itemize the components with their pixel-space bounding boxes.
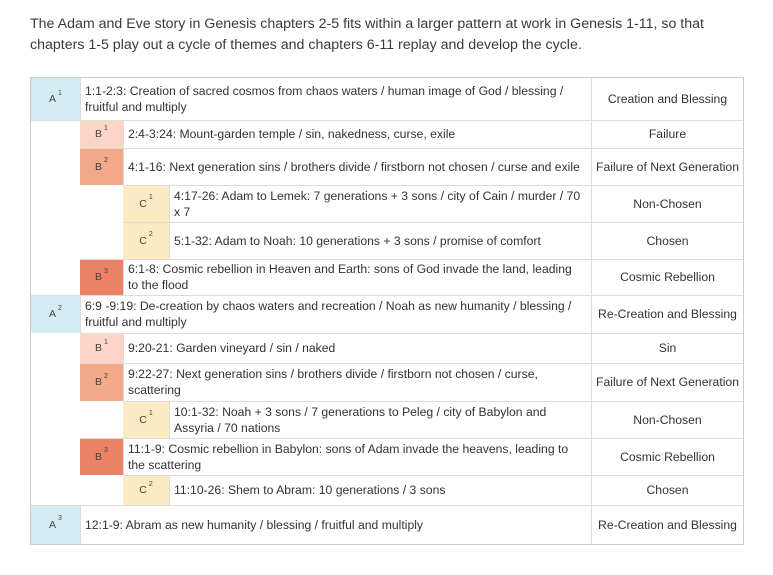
- row-divider: [80, 259, 743, 260]
- table-row: [31, 475, 743, 505]
- row-theme: Cosmic Rebellion: [591, 438, 743, 475]
- row-theme: Re-Creation and Blessing: [591, 505, 743, 544]
- row-text: 6:1-8: Cosmic rebellion in Heaven and Earth: sons of God invade the land, leading to the flood: [123, 259, 591, 295]
- table-row: [31, 401, 743, 438]
- row-divider: [80, 333, 743, 334]
- row-divider: [80, 363, 743, 364]
- row-divider: [123, 185, 743, 186]
- level-label: C $^1$: [123, 185, 169, 222]
- intro-paragraph: The Adam and Eve story in Genesis chapters 2-5 fits within a larger pattern at work in Genesis 1-11, so that chapters 1-5 play out a cycle of themes and chapters 6-11 replay and develop the cycle.: [30, 16, 704, 53]
- row-divider: [123, 222, 743, 223]
- table-row: [31, 438, 743, 475]
- row-text: 10:1-32: Noah + 3 sons / 7 generations to Peleg / city of Babylon and Assyria / 70 nations: [169, 401, 591, 438]
- row-text: 11:10-26: Shem to Abram: 10 generations / 3 sons: [169, 475, 591, 505]
- level-label: B $^1$: [80, 333, 123, 363]
- table-row: [31, 120, 743, 148]
- level-label: A $^2$: [31, 295, 80, 333]
- table-row: [31, 333, 743, 363]
- table-row: [31, 78, 743, 120]
- table-row: [31, 259, 743, 295]
- row-text: 12:1-9: Abram as new humanity / blessing / fruitful and multiply: [80, 505, 591, 544]
- row-divider: [123, 475, 743, 476]
- table-row: [31, 363, 743, 401]
- row-theme: Failure of Next Generation: [591, 363, 743, 401]
- row-divider: [123, 401, 743, 402]
- row-theme: Creation and Blessing: [591, 78, 743, 120]
- genesis-pattern-table: [30, 77, 744, 545]
- level-label: B $^1$: [80, 120, 123, 148]
- table-row: [31, 148, 743, 185]
- table-row: [31, 505, 743, 544]
- level-label: C $^2$: [123, 475, 169, 505]
- row-text: 9:22-27: Next generation sins / brothers divide / firstborn not chosen / curse, scattering: [123, 363, 591, 401]
- row-theme: Failure of Next Generation: [591, 148, 743, 185]
- row-text: 4:17-26: Adam to Lemek: 7 generations + 3 sons / city of Cain / murder / 70 x 7: [169, 185, 591, 222]
- level-label: B $^2$: [80, 148, 123, 185]
- row-theme: Chosen: [591, 475, 743, 505]
- level-label: B $^3$: [80, 438, 123, 475]
- row-divider: [80, 438, 743, 439]
- row-divider: [31, 505, 743, 506]
- row-divider: [31, 120, 743, 121]
- row-theme: Re-Creation and Blessing: [591, 295, 743, 333]
- row-divider: [80, 148, 743, 149]
- row-text: 9:20-21: Garden vineyard / sin / naked: [123, 333, 591, 363]
- level-label: B $^2$: [80, 363, 123, 401]
- level-label: A $^1$: [31, 78, 80, 120]
- row-theme: Failure: [591, 120, 743, 148]
- table-row: [31, 185, 743, 222]
- row-text: 4:1-16: Next generation sins / brothers divide / firstborn not chosen / curse and exile: [123, 148, 591, 185]
- row-theme: Non-Chosen: [591, 401, 743, 438]
- table-row: [31, 295, 743, 333]
- row-text: 1:1-2:3: Creation of sacred cosmos from chaos waters / human image of God / blessing / fruitful and multiply: [80, 78, 591, 120]
- row-text: 2:4-3:24: Mount-garden temple / sin, nakedness, curse, exile: [123, 120, 591, 148]
- row-text: 11:1-9: Cosmic rebellion in Babylon: sons of Adam invade the heavens, leading to the scattering: [123, 438, 591, 475]
- table-row: [31, 222, 743, 259]
- row-theme: Non-Chosen: [591, 185, 743, 222]
- row-theme: Sin: [591, 333, 743, 363]
- row-theme: Chosen: [591, 222, 743, 259]
- row-divider: [31, 295, 743, 296]
- row-text: 5:1-32: Adam to Noah: 10 generations + 3 sons / promise of comfort: [169, 222, 591, 259]
- row-text: 6:9 -9:19: De-creation by chaos waters and recreation / Noah as new humanity / blessing / fruitful and multiply: [80, 295, 591, 333]
- level-label: C $^1$: [123, 401, 169, 438]
- level-label: B $^3$: [80, 259, 123, 295]
- level-label: A $^3$: [31, 505, 80, 544]
- row-theme: Cosmic Rebellion: [591, 259, 743, 295]
- level-label: C $^2$: [123, 222, 169, 259]
